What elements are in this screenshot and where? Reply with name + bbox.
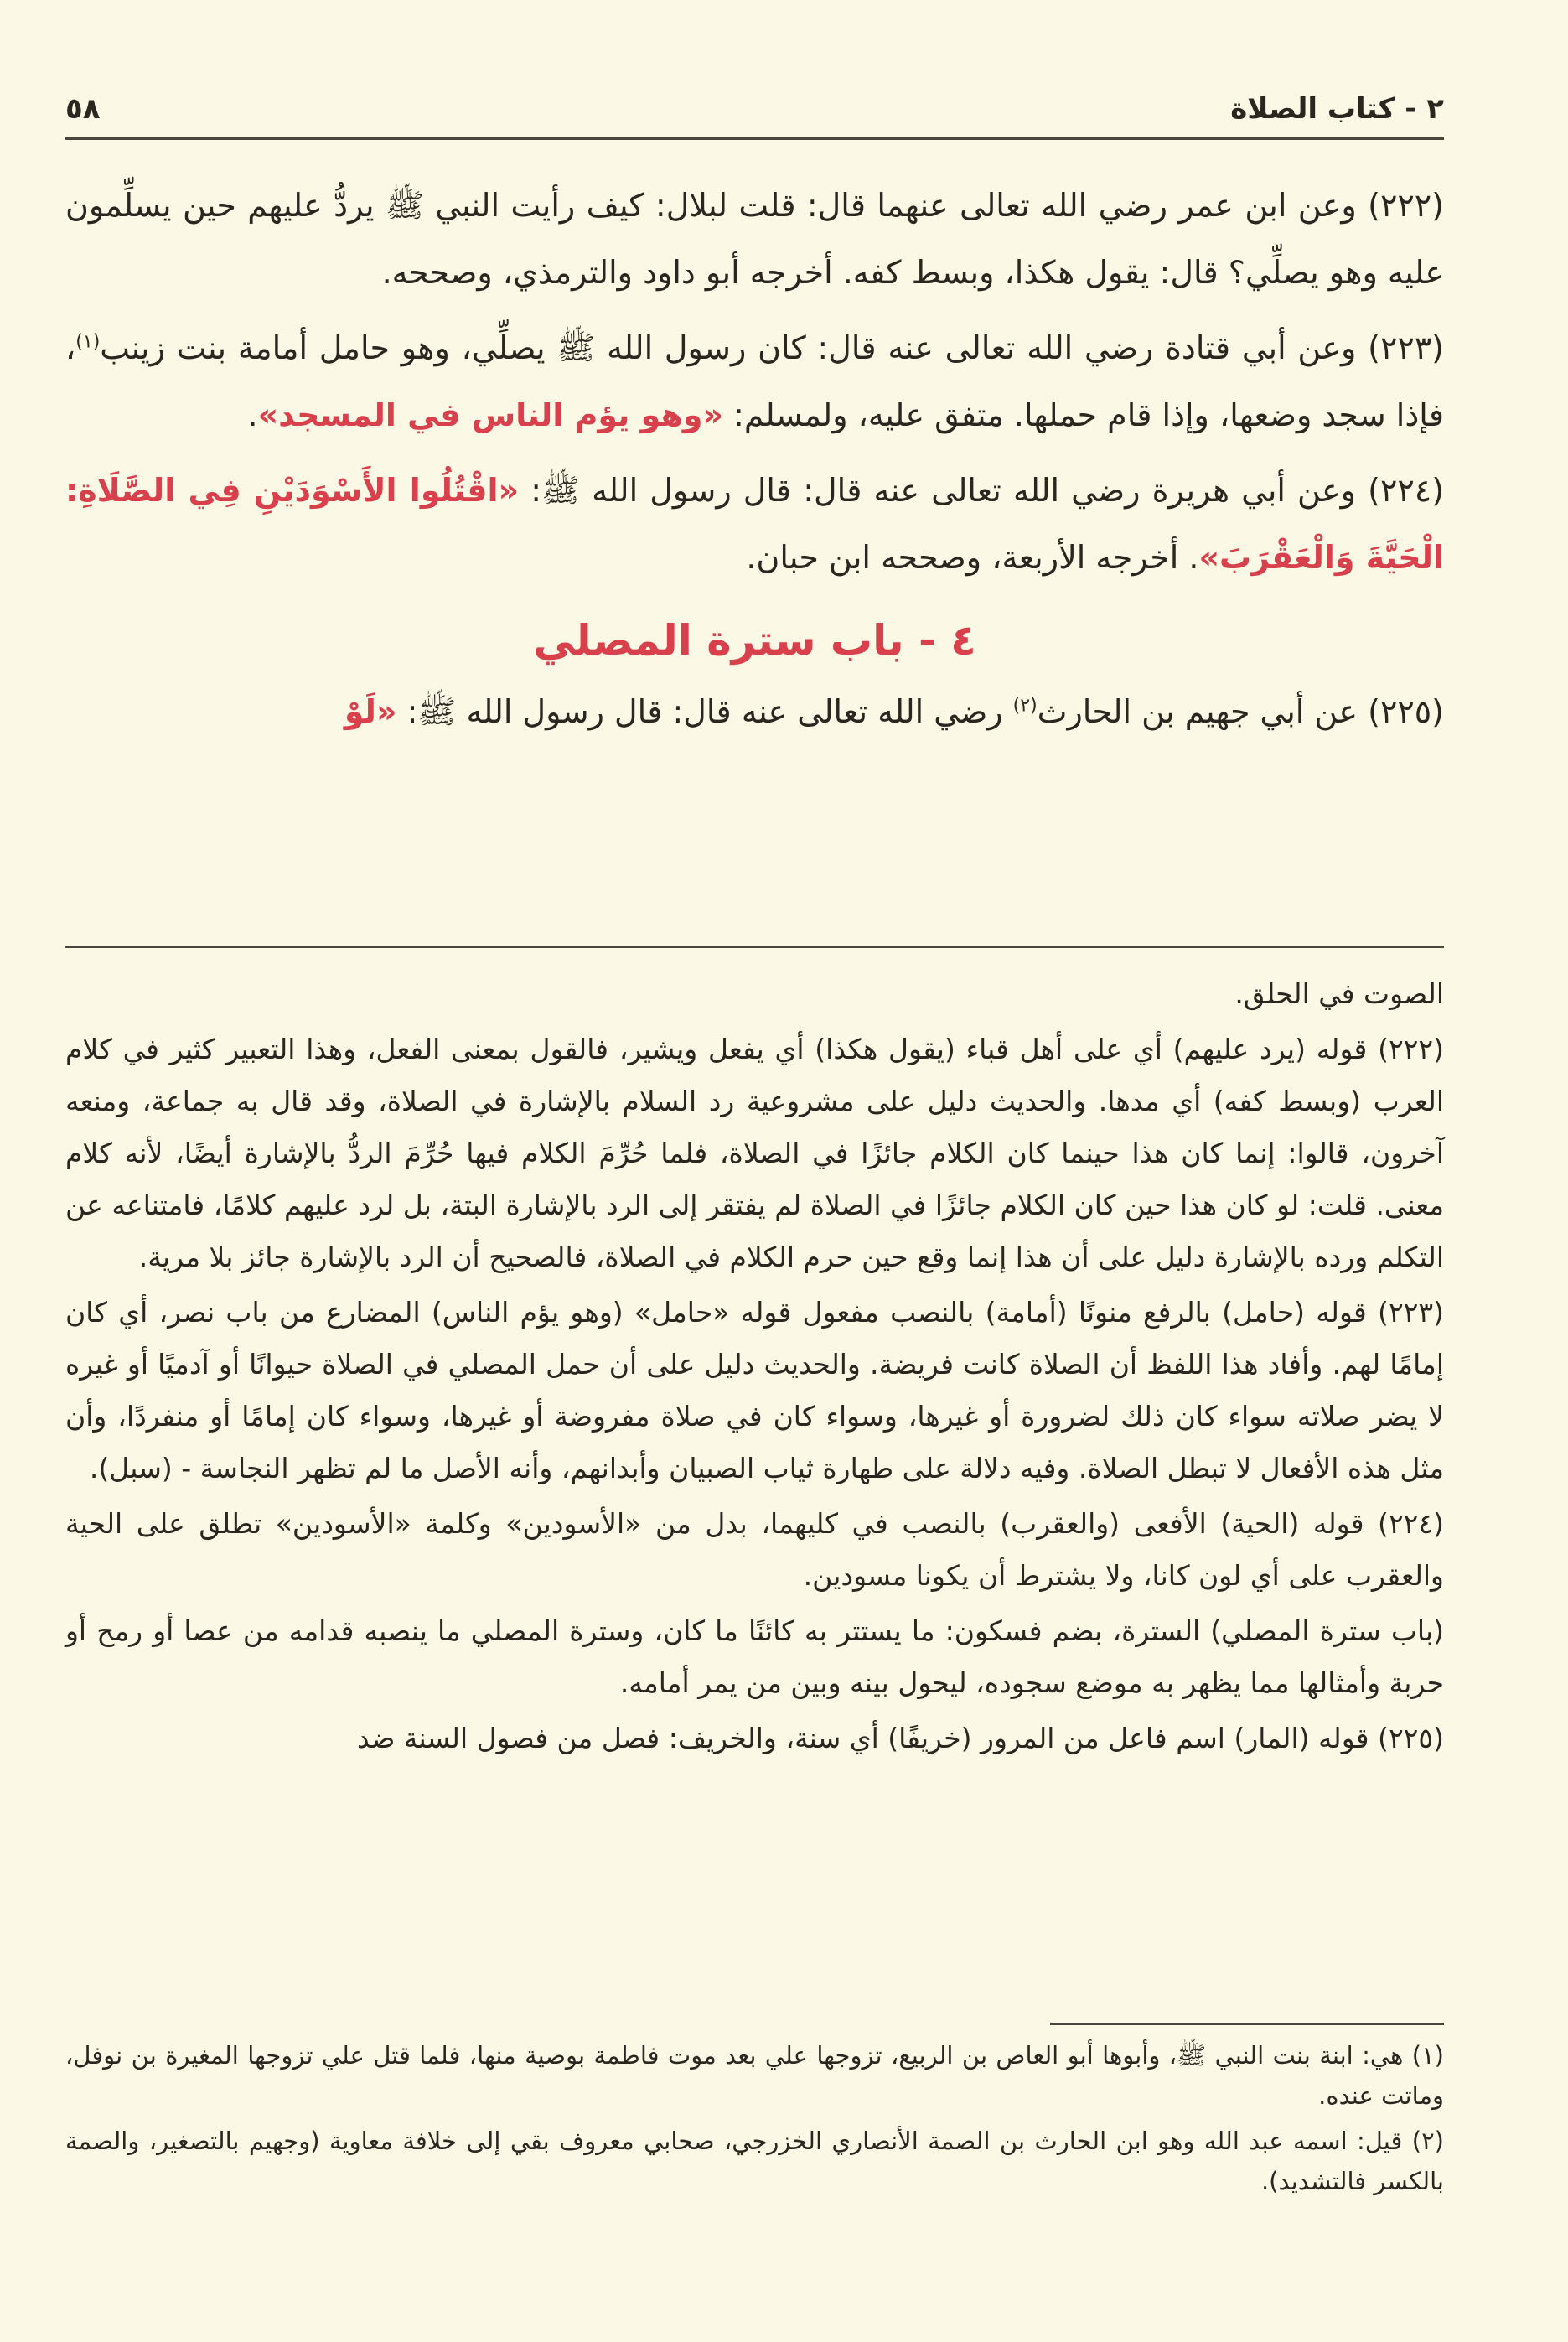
red-quote: «وهو يؤم الناس في المسجد» [257,396,723,433]
hadith-224: (٢٢٤) وعن أبي هريرة رضي الله تعالى عنه قال: قال رسول الله ﷺ: «اقْتُلُوا الأَسْوَدَيْنِ فِي الصَّلَاةِ: الْحَيَّةَ وَالْعَقْرَبَ». أخرجه الأربعة، وصححه ابن حبان. [65,472,1445,576]
header-rule [65,137,1444,140]
hadith-225: (٢٢٥) عن أبي جهيم بن الحارث$^{(٢)}$ رضي الله تعالى عنه قال: قال رسول الله ﷺ: «لَوْ [344,693,1444,730]
running-header [65,84,1444,134]
commentary-paragraph: (٢٢٥) قوله (المار) اسم فاعل من المرور (خريفًا) أي سنة، والخريف: فصل من فصول السنة ضد [357,1722,1444,1754]
red-quote: «اقْتُلُوا الأَسْوَدَيْنِ فِي الصَّلَاةِ: الْحَيَّةَ وَالْعَقْرَبَ» [65,472,1444,576]
footnotes [65,2035,1444,2206]
hadith-223: (٢٢٣) وعن أبي قتادة رضي الله تعالى عنه قال: كان رسول الله ﷺ يصلِّي، وهو حامل أمامة بنت زينب$^{(١)}$، فإذا سجد وضعها، وإذا قام حملها. متفق عليه، ولمسلم: «وهو يؤم الناس في المسجد». [65,329,1444,433]
footnote-1: (١) هي: ابنة بنت النبي ﷺ، وأبوها أبو العاص بن الربيع، تزوجها علي بعد موت فاطمة بوصية منها، فلما قتل علي تزوجها المغيرة بن نوفل، وماتت عنده. [65,2041,1444,2110]
footnote-ref-2[interactable]: (٢) [1012,695,1038,717]
commentary-rule [65,946,1444,948]
footnote-rule [1050,2023,1444,2025]
footnote-2: (٢) قيل: اسمه عبد الله وهو ابن الحارث بن الصمة الأنصاري الخزرجي، صحابي معروف بقي إلى خلافة معاوية (وجهيم بالتصغير، والصمة بالكسر فالتشديد). [65,2127,1444,2195]
hadith-text [65,172,1444,754]
commentary-paragraph: (٢٢٢) قوله (يرد عليهم) أي على أهل قباء (يقول هكذا) أي يفعل ويشير، فالقول بمعنى الفعل، وهذا التعبير كثير في كلام العرب (وبسط كفه) أي مدها. والحديث دليل على مشروعية رد السلام بالإشارة في الصلاة، وقد قال به جماعة، ومنعه آخرون، قالوا: إنما كان هذا حينما كان الكلام جائزًا في الصلاة، فلما حُرِّمَ الكلام فيها حُرِّمَ الردُّ بالإشارة أيضًا، لأنه كلام معنى. قلت: لو كان هذا حين كان الكلام جائزًا في الصلاة لم يفتقر إلى الرد بالإشارة البتة، بل لرد عليهم كلامًا، فامتناعه عن التكلم ورده بالإشارة دليل على أن هذا إنما وقع حين حرم الكلام في الصلاة، فالصحيح أن الرد بالإشارة جائز بلا مرية. [65,1033,1444,1273]
commentary-paragraph: (٢٢٤) قوله (الحية) الأفعى (والعقرب) بالنصب في كليهما، بدل من «الأسودين» وكلمة «الأسودين» تطلق على الحية والعقرب على أي لون كانا، ولا يشترط أن يكونا مسودين. [65,1507,1444,1592]
commentary-paragraph: الصوت في الحلق. [1234,977,1444,1010]
section-title: ٤ - باب سترة المصلي [533,616,976,665]
footnote-ref-1[interactable]: (١) [75,331,101,353]
commentary-paragraph: (٢٢٣) قوله (حامل) بالرفع منونًا (أمامة) بالنصب مفعول قوله «حامل» (وهو يؤم الناس) المضارع من باب نصر، أي كان إمامًا لهم. وأفاد هذا اللفظ أن الصلاة كانت فريضة. والحديث دليل على أن حمل المصلي في الصلاة حيوانًا أو آدميًا أو غيره لا يضر صلاته سواء كان ذلك لضرورة أو غيرها، وسواء كان في صلاة مفروضة أو غيرها، وسواء كان إمامًا أو منفردًا، وأن مثل هذه الأفعال لا تبطل الصلاة. وفيه دلالة على طهارة ثياب الصبيان وأبدانهم، وأنه الأصل ما لم تظهر النجاسة - (سبل). [65,1296,1444,1484]
page-number: ٥٨ [65,92,101,126]
commentary [65,968,1444,1768]
chapter-title: ٢ - كتاب الصلاة [1230,92,1444,126]
commentary-paragraph: (باب سترة المصلي) السترة، بضم فسكون: ما يستتر به كائنًا ما كان، وسترة المصلي ما ينصبه قدامه من عصا أو رمح أو حربة وأمثالها مما يظهر به موضع سجوده، ليحول بينه وبين من يمر أمامه. [65,1614,1444,1699]
red-quote: «لَوْ [344,693,397,730]
hadith-222: (٢٢٢) وعن ابن عمر رضي الله تعالى عنهما قال: قلت لبلال: كيف رأيت النبي ﷺ يردُّ عليهم حين يسلِّمون عليه وهو يصلِّي؟ قال: يقول هكذا، وبسط كفه. أخرجه أبو داود والترمذي، وصححه. [65,187,1444,291]
